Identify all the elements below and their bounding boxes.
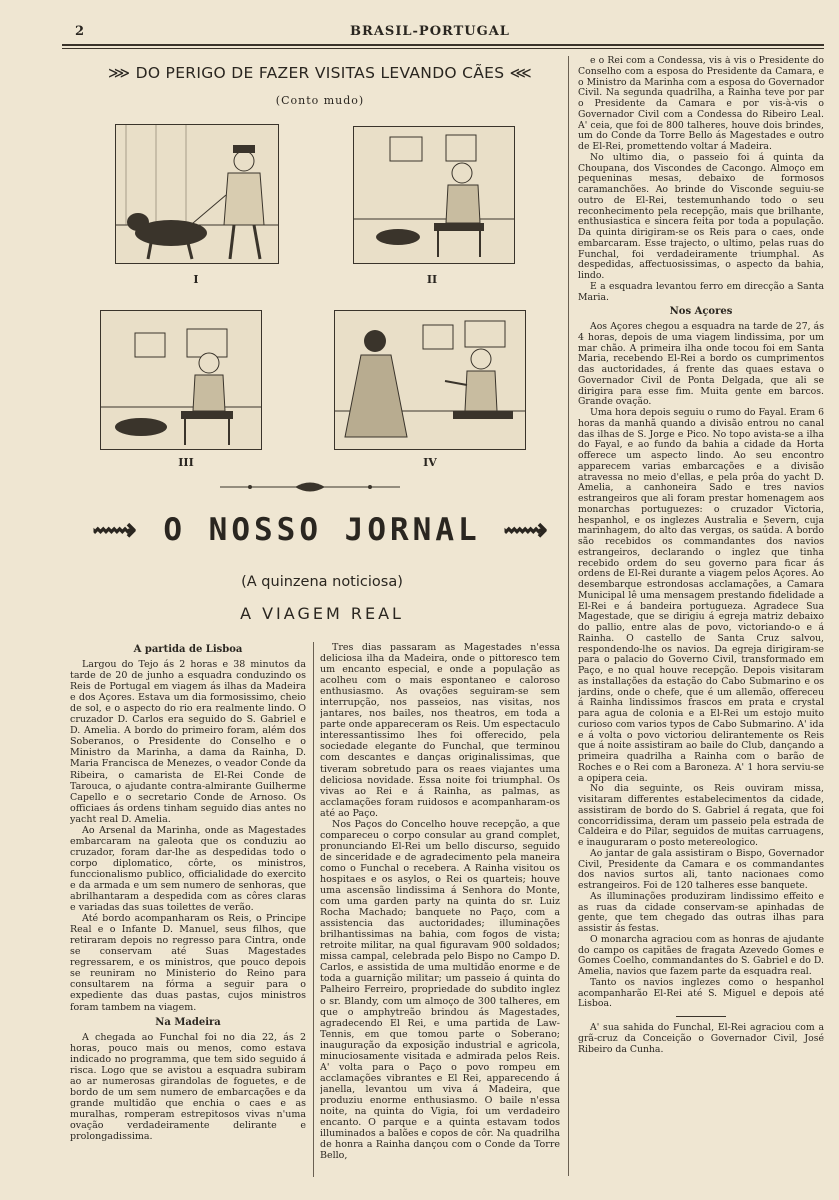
text-column-1 (70, 640, 306, 1180)
comic-subtitle: (Conto mudo) (275, 94, 365, 107)
paragraph: Uma hora depois seguiu o rumo do Fayal. Eram 6 horas da manhã quando a divisão entrou no canal das ilhas de S. Jorge e Pico. No topo avista-se a ilha do Fayal, e ao fundo da bahia a cidade da Horta offerece um aspecto lindo. Ao seu encontro apparecem varias embarcações e a divisão atravessa no meio d'ellas, e pela prôa do yacht D. Amelia, a canhoneira Sado e tres navios estrangeiros que ali foram prestar homenagem aos monarchas portuguezes: o cruzador Victoria, hespanhol, e os inglezes Australia e Severn, cuja marinhagem, do alto das vergas, os saúda. A bordo são recebidos os commandantes dos navios estrangeiros, declarando o inglez que tinha recebido ordem do seu governo para ficar ás ordens de El-Rei durante a viagem pelos Açores. Ao desembarque estrondosas acclamações, a Camara Municipal lê uma mensagem prestando fidelidade a El-Rei e á bandeira portugueza. Agradece Sua Magestade, que se dirigiu á egreja matriz debaixo do pallio, entre alas de povo, victoriando-o e á Rainha. O castello de Santa Cruz salvou, respondendo-lhe os navios. Da egreja dirigiram-se para o palacio do Governo Civil, transformado em Paço, e no qual houve recepção. Depois visitaram as installações da estação do Cabo Submarino e os jardins, onde o chefe, que é um allemão, offereceu á Rainha lindissimos frascos em prata e crystal para agua de colonia e a El-Rei um estojo muito curioso com varios typos de Cabo Submarino. A' ida e á volta o povo victoriou delirantemente os Reis que á noite assistiram ao baile do Club, dançando a primeira quadrilha a Rainha com o barão de Roches e o Rei com a Baroneza. A' 1 hora serviu-se a opipera ceia. (578, 407, 824, 784)
paragraph: Largou do Tejo ás 2 horas e 38 minutos da tarde de 20 de junho a esquadra conduzindo os Reis de Portugal em viagem ás ilhas da Madeira e dos Açores. Estava um dia formosissimo, cheio de sol, e o aspecto do rio era realmente lindo. O cruzador D. Carlos era seguido do S. Gabriel e D. Amelia. A bordo do primeiro foram, além dos Soberanos, o Presidente do Conselho e o Ministro da Marinha, a dama da Rainha, D. Maria Francisca de Menezes, o veador Conde da Ribeira, o camarista de El-Rei Conde de Tarouca, o ajudante contra-almirante Guilherme Capello e o secretario Conde de Arnoso. Os officiaes ás ordens tinham seguido dias antes no yacht real D. Amelia. (70, 659, 306, 825)
header-rule-thin (62, 48, 824, 49)
paragraph: Tanto os navios inglezes como o hespanhol acompanharão El-Rei até S. Miguel e depois até Lisboa. (578, 976, 824, 1010)
page-number: 2 (75, 24, 85, 39)
comic-panel-2 (353, 126, 515, 264)
section-subtitle: (A quinzena noticiosa) (241, 574, 403, 590)
text-column-3 (578, 56, 824, 1186)
panel-label-4: IV (423, 456, 437, 469)
column-divider (313, 642, 314, 1177)
panel-label-1: I (193, 273, 199, 286)
lady-and-man-illustration (335, 311, 525, 449)
subheading: A partida de Lisboa (133, 644, 243, 655)
paragraph: Tres dias passaram as Magestades n'essa deliciosa ilha da Madeira, onde o pittoresco tem um encanto especial, e onde a população as acolheu com o mais espontaneo e caloroso enthusiasmo. As ovações seguiram-se sem interrupção, nos passeios, nas visitas, nos jantares, nos bailes, nos theatros, em toda a parte onde appareceram os Reis. Um espectaculo interessantissimo lhes foi offerecido, pela sociedade elegante do Funchal, que terminou com descantes e danças originalissimas, que tiveram sobretudo para os reaes viajantes uma deliciosa novidade. Essa noite foi triumphal. Os vivas ao Rei e á Rainha, as palmas, as acclamações foram ruidosos e acompanharam-os até ao Paço. (320, 642, 560, 819)
man-with-dog-illustration (116, 125, 278, 263)
paragraph: Aos Açores chegou a esquadra na tarde de 27, ás 4 horas, depois de uma viagem lindissima, por um mar chão. A primeira ilha onde tocou foi em Santa Maria, recebendo El-Rei a bordo os cumprimentos das auctoridades, á frente das quaes estava o Governador Civil de Ponta Delgada, que ali se dirigira para esse fim. Muita gente em barcos. Grande ovação. (578, 321, 824, 408)
seated-man-illustration (354, 127, 514, 263)
section-masthead: ⟿ O NOSSO JORNAL ⟿ (92, 512, 552, 548)
paragraph: A chegada ao Funchal foi no dia 22, ás 2 horas, pouco mais ou menos, como estava indicado no programma, que tem sido seguido á risca. Logo que se avistou a esquadra subiram ao ar numerosas girandolas de foguetes, e de bordo de um sem numero de embarcações e da grande multidão que enchia o caes e as muralhas, romperam estrepitosos vivas n'uma ovação verdadeiramente delirante e prolongadissima. (70, 1031, 306, 1143)
ornament-divider (210, 480, 410, 494)
paragraph: A' sua sahida do Funchal, El-Rei agraciou com a grã-cruz da Conceição o Governador Civil, José Ribeiro da Cunha. (578, 1022, 824, 1055)
man-on-chair-illustration (101, 311, 261, 449)
paragraph: Ao Arsenal da Marinha, onde as Magestades embarcaram na galeota que os conduziu ao cruzador, foram dar-lhe as despedidas todo o corpo diplomatico, côrte, os ministros, funccionalismo publico, officialidade do exercito e da armada e um sem numero de senhoras, que abrilhantaram a despedida com as côres claras e variadas das suas toilettes de verão. (70, 824, 306, 914)
comic-panel-1 (115, 124, 279, 264)
header-rule (62, 44, 824, 46)
subheading: Nos Açores (669, 306, 733, 318)
masthead-title: BRASIL-PORTUGAL (350, 24, 510, 39)
column-divider (568, 56, 569, 1176)
text-column-2 (320, 642, 560, 1182)
comic-panel-4 (334, 310, 526, 450)
paragraph: Ao jantar de gala assistiram o Bispo, Governador Civil, Presidente da Camara e os commandantes dos navios surtos ali, tanto nacionaes como estrangeiros. Foi de 120 talheres esse banquete. (578, 847, 824, 891)
short-divider (676, 1016, 726, 1017)
paragraph: E a esquadra levantou ferro em direcção a Santa Maria. (578, 280, 824, 303)
panel-label-3: III (178, 456, 194, 469)
paragraph: Até bordo acompanharam os Reis, o Principe Real e o Infante D. Manuel, seus filhos, que retiraram depois no regresso para Cintra, onde se conservam até Suas Magestades regressarem, e os ministros, que pouco depois se reuniram no Ministerio do Reino para consultarem na fórma a seguir para o expediente das duas pastas, cujos ministros foram tambem na viagem. (70, 913, 306, 1013)
subheading: Na Madeira (155, 1016, 221, 1028)
paragraph: No dia seguinte, os Reis ouviram missa, visitaram differentes estabelecimentos da cidade, assistiram de bordo do S. Gabriel á regata, que foi concorridissima, deram um passeio pela estrada de Caldeira e do Pilar, seguidos de muitas carruagens, e inauguraram o posto metereologico. (578, 783, 824, 848)
paragraph: As illuminações produziram lindissimo effeito e as ruas da cidade conservam-se apinhadas de gente, que tem chegado das outras ilhas para assistir ás festas. (578, 890, 824, 934)
comic-title: ⋙ DO PERIGO DE FAZER VISITAS LEVANDO CÃES ⋘ (108, 64, 532, 82)
paragraph: Nos Paços do Concelho houve recepção, a que compareceu o corpo consular au grand complet, pronunciando El-Rei um bello discurso, seguido de sinceridade e de agradecimento pela maneira como o Funchal o recebera. A Rainha visitou os hospitaes e os asylos, o Rei os quarteis; houve uma ascensão lindissima á Senhora do Monte, com uma garden party na quinta do sr. Luiz Rocha Machado; banquete no Paço, com a assistencia das auctoridades; illuminações brilhantissimas na bahia, com fogos de vista; retroite militar, na qual figuravam 900 soldados; missa campal, celebrada pelo Bispo no Campo D. Carlos, e assistida de uma multidão enorme e de toda a guarnição militar; um passeio á quinta do Palheiro Ferreiro, propriedade do subdito inglez o sr. Blandy, com um almoço de 300 talheres, em que o amphytreão brindou ás Magestades, agradecendo El Rei, e uma partida de Law-Tennis, em que tomou parte o Soberano; inauguração da exposição industrial e agricola, minuciosamente visitada e admirada pelos Reis. A' volta para o Paço o povo rompeu em acclamações vibrantes e El Rei, apparecendo á janella, levantou um viva á Madeira, que produziu enorme enthusiasmo. O baile n'essa noite, na quinta do Vigia, foi um verdadeiro encanto. O parque e a quinta estavam todos illuminados a balões e copos de côr. Na quadrilha de honra a Rainha dançou com o Conde da Torre Bello, (320, 818, 560, 1162)
paragraph: No ultimo dia, o passeio foi á quinta da Choupana, dos Viscondes de Cacongo. Almoço em pequeninas mesas, debaixo de formosos caramanchões. Ao brinde do Visconde seguiu-se outro de El-Rei, testemunhando todo o seu reconhecimento pela recepção, mais que brilhante, enthusiastica e sincera feita por toda a população. Da quinta dirigiram-se os Reis para o caes, onde embarcaram. Esse trajecto, o ultimo, pelas ruas do Funchal, foi verdadeiramente triumphal. As despedidas, affectuosissimas, o aspecto da bahia, lindo. (578, 151, 824, 281)
panel-label-2: II (426, 273, 438, 286)
comic-panel-3 (100, 310, 262, 450)
article-headline: A VIAGEM REAL (240, 604, 404, 623)
paragraph: O monarcha agraciou com as honras de ajudante do campo os capitães de fragata Azevedo Gomes e Gomes Coelho, commandantes do S. Gabriel e do D. Amelia, navios que fazem parte da esquadra real. (578, 933, 824, 977)
paragraph: e o Rei com a Condessa, vis à vis o Presidente do Conselho com a esposa do Presidente da Camara, e o Ministro da Marinha com a esposa do Governador Civil. Na segunda quadrilha, a Rainha teve por par o Presidente da Camara e por vis-à-vis o Governador Civil com a Condessa do Ribeiro Leal. A' ceia, que foi de 800 talheres, houve dois brindes, um do Conde da Torre Bello ás Magestades e outro de El-Rei, promettendo voltar á Madeira. (578, 56, 824, 152)
